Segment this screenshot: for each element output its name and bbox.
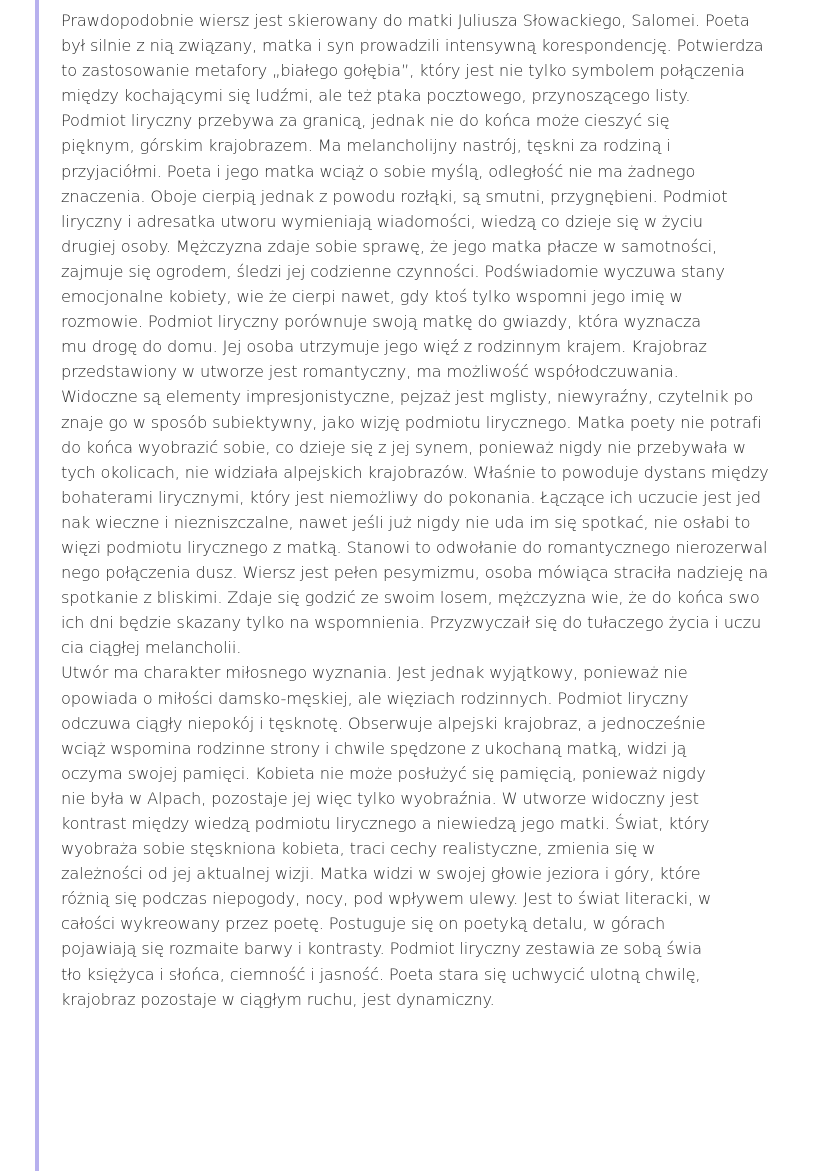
text-line: oczyma swojej pamięci. Kobieta nie może posłużyć się pamięcią, ponieważ nigdy xyxy=(61,763,706,783)
text-line: drugiej osoby. Mężczyzna zdaje sobie sprawę, że jego matka płacze w samotności, xyxy=(61,236,717,256)
text-line: pojawiają się rozmaite barwy i kontrasty. Podmiot liryczny zestawia ze sobą świa xyxy=(61,939,702,959)
text-line: bohaterami lirycznymi, który jest niemożliwy do pokonania. Łączące ich uczucie jest jed xyxy=(61,487,761,507)
text-line: zajmuje się ogrodem, śledzi jej codzienne czynności. Podświadomie wyczuwa stany xyxy=(61,261,725,281)
text-line: tło księżyca i słońca, ciemność i jasność. Poeta stara się uchwycić ulotną chwilę, xyxy=(61,964,701,984)
text-line: liryczny i adresatka utworu wymieniają wiadomości, wiedzą co dzieje się w życiu xyxy=(61,211,703,231)
text-line: cia ciągłej melancholii. xyxy=(61,638,242,658)
text-line: nak wieczne i niezniszczalne, nawet jeśli już nigdy nie uda im się spotkać, nie osłabi to xyxy=(61,512,751,532)
text-line: znaczenia. Oboje cierpią jednak z powodu rozłąki, są smutni, przygnębieni. Podmiot xyxy=(61,186,728,206)
text-line: różnią się podczas niepogody, nocy, pod wpływem ulewy. Jest to świat literacki, w xyxy=(61,889,712,909)
text-line: krajobraz pozostaje w ciągłym ruchu, jest dynamiczny. xyxy=(61,989,495,1009)
text-line: zależności od jej aktualnej wizji. Matka widzi w swojej głowie jeziora i góry, które xyxy=(61,864,701,884)
text-line: całości wykreowany przez poetę. Postuguje się on poetyką detalu, w górach xyxy=(61,914,666,934)
text-line: znaje go w sposób subiektywny, jako wizję podmiotu lirycznego. Matka poety nie potrafi xyxy=(61,412,762,432)
margin-rule xyxy=(35,0,39,1171)
text-line: wciąż wspomina rodzinne strony i chwile spędzone z ukochaną matką, widzi ją xyxy=(61,738,687,758)
text-line: Utwór ma charakter miłosnego wyznania. Jest jednak wyjątkowy, ponieważ nie xyxy=(61,663,688,683)
text-line: przyjaciółmi. Poeta i jego matka wciąż o sobie myślą, odległość nie ma żadnego xyxy=(61,161,696,181)
text-line: Widoczne są elementy impresjonistyczne, pejzaż jest mglisty, niewyraźny, czytelnik po xyxy=(61,387,754,407)
text-line: do końca wyobrazić sobie, co dzieje się z jej synem, ponieważ nigdy nie przebywała w xyxy=(61,437,746,457)
text-line: kontrast między wiedzą podmiotu lirycznego a niewiedzą jego matki. Świat, który xyxy=(61,814,710,833)
essay-text xyxy=(61,8,801,1012)
text-line: przedstawiony w utworze jest romantyczny, ma możliwość współodczuwania. xyxy=(61,362,679,382)
text-line: emocjonalne kobiety, wie że cierpi nawet, gdy ktoś tylko wspomni jego imię w xyxy=(61,287,683,307)
text-line: nego połączenia dusz. Wiersz jest pełen pesymizmu, osoba mówiąca straciła nadzieję na xyxy=(61,563,769,583)
text-line: wyobraża sobie stęskniona kobieta, traci cechy realistyczne, zmienia się w xyxy=(61,839,656,859)
text-line: to zastosowanie metafory „białego gołębia”, który jest nie tylko symbolem połączenia xyxy=(61,61,745,81)
text-line: między kochającymi się ludźmi, ale też ptaka pocztowego, przynoszącego listy. xyxy=(61,86,691,106)
text-line: odczuwa ciągły niepokój i tęsknotę. Obserwuje alpejski krajobraz, a jednocześnie xyxy=(61,713,706,733)
text-line: opowiada o miłości damsko-męskiej, ale więziach rodzinnych. Podmiot liryczny xyxy=(61,688,689,708)
text-line: Podmiot liryczny przebywa za granicą, jednak nie do końca może cieszyć się xyxy=(61,111,670,131)
text-line: nie była w Alpach, pozostaje jej więc tylko wyobraźnia. W utworze widoczny jest xyxy=(61,788,699,808)
text-line: pięknym, górskim krajobrazem. Ma melancholijny nastrój, tęskni za rodziną i xyxy=(61,136,671,156)
text-line: więzi podmiotu lirycznego z matką. Stanowi to odwołanie do romantycznego nierozerwal xyxy=(61,537,768,557)
text-line: Prawdopodobnie wiersz jest skierowany do matki Juliusza Słowackiego, Salomei. Poeta xyxy=(61,11,750,30)
text-line: mu drogę do domu. Jej osoba utrzymuje jego więź z rodzinnym krajem. Krajobraz xyxy=(61,337,707,357)
text-line: ich dni będzie skazany tylko na wspomnienia. Przyzwyczaił się do tułaczego życia i uczu xyxy=(61,613,762,633)
text-line: tych okolicach, nie widziała alpejskich krajobrazów. Właśnie to powoduje dystans między xyxy=(61,462,769,482)
text-line: spotkanie z bliskimi. Zdaje się godzić ze swoim losem, mężczyzna wie, że do końca swo xyxy=(61,588,760,608)
text-line: rozmowie. Podmiot liryczny porównuje swoją matkę do gwiazdy, która wyznacza xyxy=(61,312,702,332)
text-line: był silnie z nią związany, matka i syn prowadzili intensywną korespondencję. Potwierdza xyxy=(61,36,764,56)
